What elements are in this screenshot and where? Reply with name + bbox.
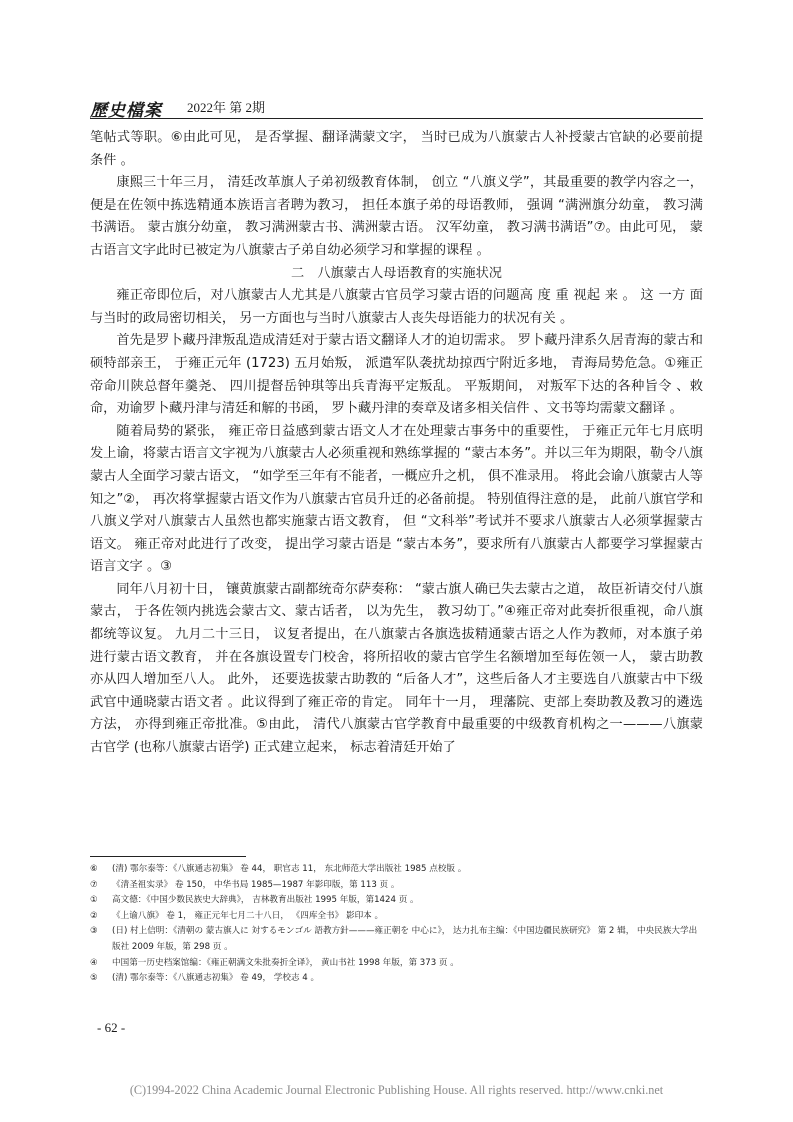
footnote	[90, 862, 703, 878]
footnote	[90, 924, 703, 955]
footnote-mark: ⑦	[90, 879, 98, 890]
footnote-mark: ⑤	[90, 973, 98, 984]
footnotes	[90, 862, 703, 987]
footnote	[90, 893, 703, 909]
footnote-mark: ④	[90, 957, 98, 968]
paragraph: 康熙三十年三月， 清廷改革旗人子弟初级教育体制， 创立 “八旗义学”，其最重要的教学内容之一， 便是在佐领中拣选精通本族语言者聘为教习， 担任本旗子弟的母语教师， 强调 “满洲旗分幼童， 教习满书满语。 蒙古旗分幼童， 教习满洲蒙古书、满洲蒙古语。 汉军幼童， 教习满书满语”⑦。由此可见， 蒙古语言文字此时已被定为八旗蒙古子弟自幼必须学习和掌握的课程 。	[90, 175, 703, 258]
copyright-notice: (C)1994-2022 China Academic Journal Electronic Publishing House. All rights reserved. http://www.cnki.net	[129, 1083, 664, 1097]
footnote-mark: ②	[90, 910, 98, 921]
footnote-mark: ③	[90, 926, 98, 937]
footnote-text: 《清圣祖实录》 卷 150， 中华书局 1985—1987 年影印版，第 113 页 。	[112, 879, 400, 890]
footnote	[90, 956, 703, 972]
article-body	[90, 127, 703, 760]
footnote-mark: ⑥	[90, 864, 98, 874]
footnote-text: 中国第一历史档案馆编：《雍正朝满文朱批奏折全译》， 黄山书社 1998 年版，第 373 页 。	[112, 957, 459, 968]
footnote	[90, 909, 703, 925]
footnote	[90, 878, 703, 894]
journal-title: 歷史檔案	[90, 101, 162, 121]
paragraph: 随着局势的紧张， 雍正帝日益感到蒙古语文人才在处理蒙古事务中的重要性， 于雍正元年七月底明发上谕，将蒙古语言文字视为八旗蒙古人必须重视和熟练掌握的 “蒙古本务”。并以三年为期限，勒令八旗蒙古人全面学习蒙古语文， “如学至三年有不能者，一概应升之机， 俱不准录用。 将此会谕八旗蒙古人等知之”②， 再次将掌握蒙古语文作为八旗蒙古官员升迁的必备前提。 特别值得注意的是， 此前八旗官学和八旗义学对八旗蒙古人虽然也都实施蒙古语文教育， 但 “文科举”考试并不要求八旗蒙古人必须掌握蒙古语文。 雍正帝对此进行了改变， 提出学习蒙古语是 “蒙古本务”，要求所有八旗蒙古人都要学习掌握蒙古语言文字 。③	[90, 423, 703, 575]
section-heading: 二 八旗蒙古人母语教育的实施状况	[291, 265, 502, 281]
page-header	[90, 96, 703, 119]
journal-issue: 2022年 第 2期	[187, 100, 266, 115]
footnote-text: (日) 村上信明：《清朝の 蒙古旗人に 対するモンゴル 語教方針———雍正朝を 中心に》， 达力扎布主编：《中国边疆民族研究》 第 2 辑， 中央民族大学出版社 2009 年版，第 298 页 。	[112, 926, 698, 952]
footnote-text: 高文德：《中国少数民族史大辞典》， 吉林教育出版社 1995 年版，第1424 页 。	[112, 895, 419, 906]
paragraph: 笔帖式等职。⑥由此可见， 是否掌握、翻译满蒙文字， 当时已成为八旗蒙古人补授蒙古官缺的必要前提条件 。	[90, 130, 703, 168]
footnote-text: 《上谕八旗》 卷 1， 雍正元年七月二十八日， 《四库全书》 影印本 。	[112, 910, 384, 921]
footnote-text: (清) 鄂尔泰等：《八旗通志初集》 卷 49， 学校志 4 。	[112, 973, 320, 984]
page-number: - 62 -	[97, 1020, 126, 1035]
footnote-text: (清) 鄂尔泰等：《八旗通志初集》 卷 44， 职官志 11， 东北师范大学出版社 1985 点校版 。	[112, 864, 467, 874]
paragraph: 同年八月初十日， 镶黄旗蒙古副都统奇尔萨奏称： “蒙古旗人确已失去蒙古之道， 故臣祈请交付八旗蒙古， 于各佐领内挑选会蒙古文、蒙古话者， 以为先生， 教习幼丁。”④雍正帝对此奏折很重视，命八旗都统等议复。 九月二十三日， 议复者提出，在八旗蒙古各旗选拔精通蒙古语之人作为教师，对本旗子弟进行蒙古语文教育， 并在各旗设置专门校舍，将所招收的蒙古官学生名额增加至每佐领一人， 蒙古助教亦从四人增加至八人。 此外， 还要选拔蒙古助教的 “后备人才”，这些后备人才主要选自八旗蒙古中下级武官中通晓蒙古语文者 。此议得到了雍正帝的肯定。 同年十一月， 理藩院、吏部上奏助教及教习的遴选方法， 亦得到雍正帝批准。⑤由此， 清代八旗蒙古官学教育中最重要的中级教育机构之一———八旗蒙古官学 (也称八旗蒙古语学) 正式建立起来， 标志着清廷开始了	[90, 581, 703, 756]
footnote	[90, 971, 703, 987]
footnote-rule	[90, 856, 246, 857]
paragraph: 首先是罗卜藏丹津叛乱造成清廷对于蒙古语文翻译人才的迫切需求。 罗卜藏丹津系久居青海的蒙古和硕特部亲王， 于雍正元年 (1723) 五月始叛， 派遣军队袭扰劫掠西宁附近多地， 青海局势危急。①雍正帝命川陕总督年羹尧、 四川提督岳钟琪等出兵青海平定叛乱。 平叛期间， 对叛军下达的各种旨令 、敕命，劝谕罗卜藏丹津与清廷和解的书函， 罗卜藏丹津的奏章及诸多相关信件 、文书等均需蒙文翻译 。	[90, 333, 703, 417]
footnote-mark: ①	[90, 895, 98, 906]
paragraph: 雍正帝即位后，对八旗蒙古人尤其是八旗蒙古官员学习蒙古语的问题高 度 重 视起 来 。 这 一方 面与当时的政局密切相关， 另一方面也与当时八旗蒙古人丧失母语能力的状况有关 。	[90, 288, 703, 326]
